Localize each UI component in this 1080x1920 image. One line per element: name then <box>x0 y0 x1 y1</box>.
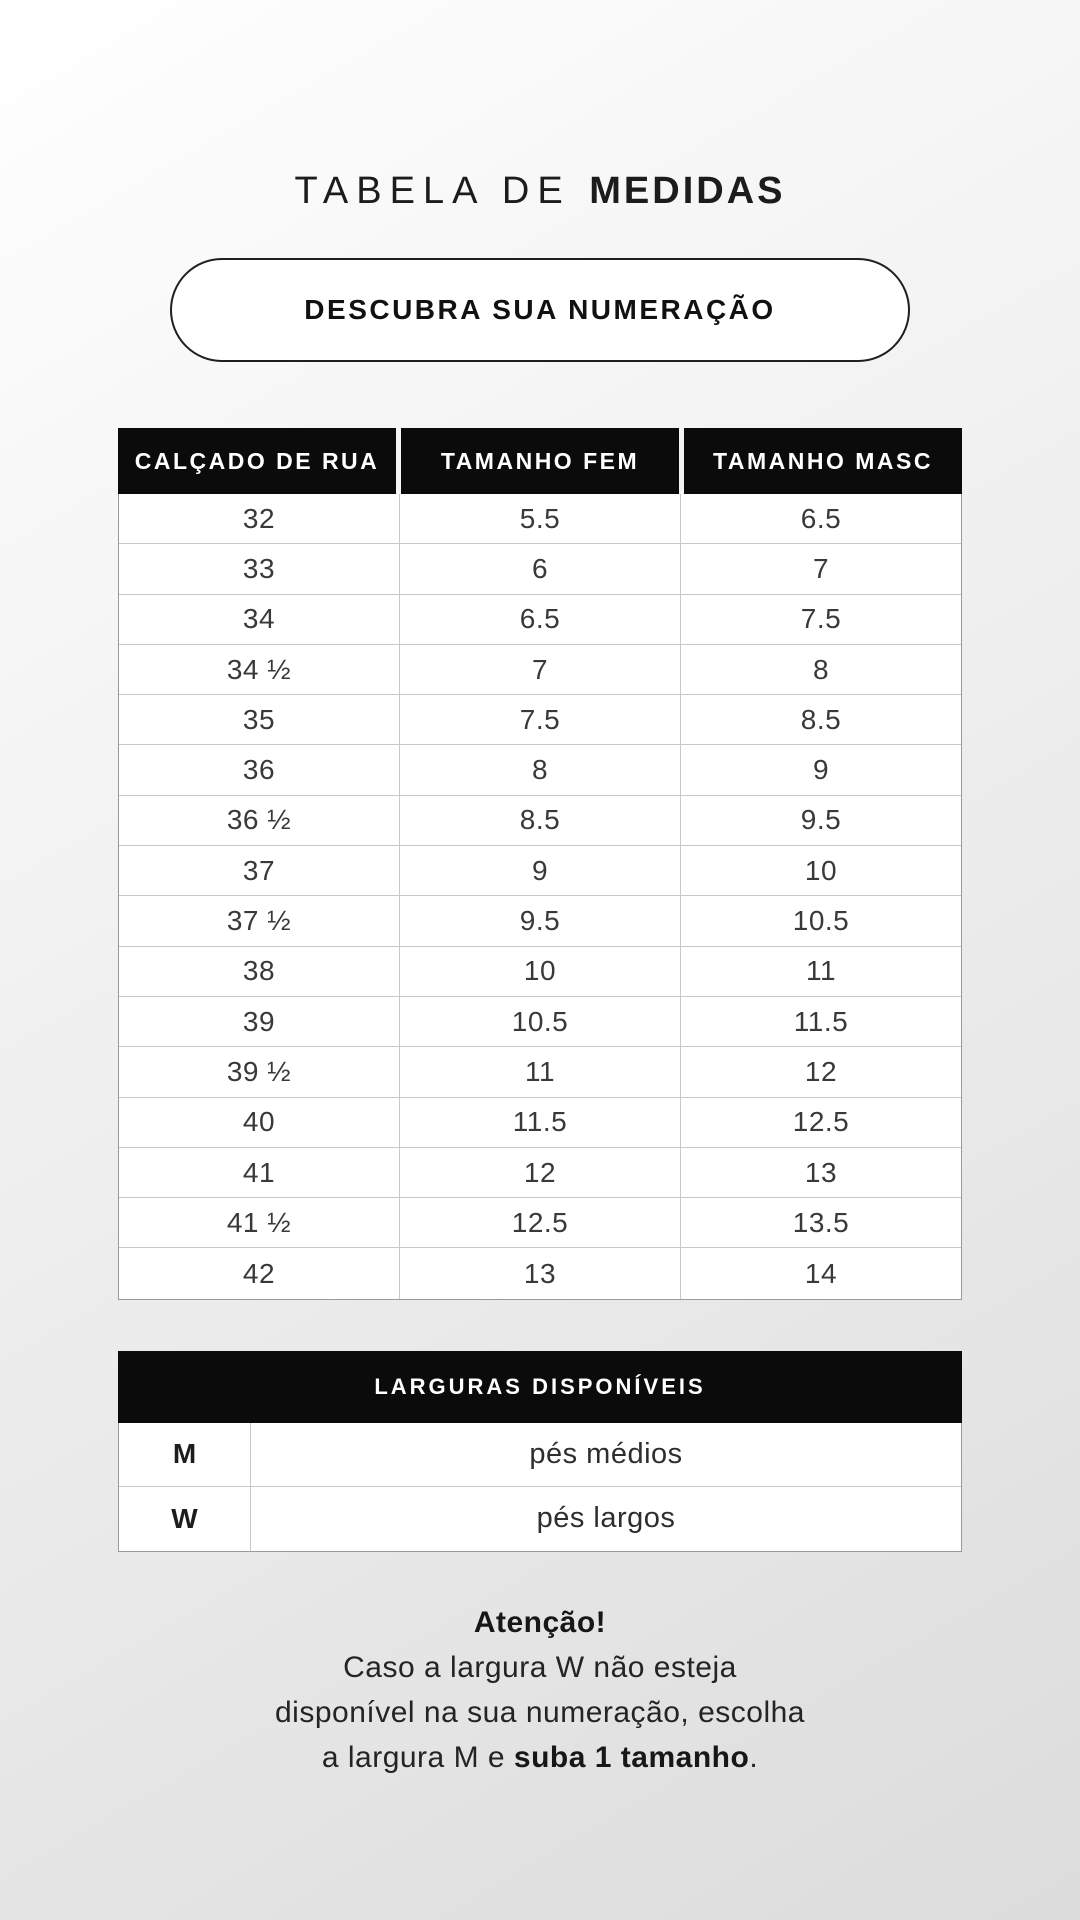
size-table-cell: 11 <box>400 1047 681 1096</box>
header-cell-women-size: TAMANHO FEM <box>401 428 679 494</box>
size-table-cell: 12 <box>804 1055 838 1087</box>
size-table-cell: 9 <box>812 754 830 786</box>
size-table-cell: 8.5 <box>800 703 842 735</box>
size-table-row <box>119 1047 961 1097</box>
size-table-row <box>119 796 961 846</box>
size-table-row <box>119 1148 961 1198</box>
size-table-cell: 12.5 <box>400 1198 681 1247</box>
size-table-row <box>119 846 961 896</box>
size-table-cell: 37 <box>119 846 400 895</box>
header-cell-men-size: TAMANHO MASC <box>684 428 962 494</box>
size-table-cell: 42 <box>119 1248 400 1298</box>
size-table-row <box>119 1098 961 1148</box>
note-title: Atenção! <box>473 1605 607 1639</box>
note-line-3-prefix: a largura M e <box>321 1740 514 1774</box>
title-bold: MEDIDAS <box>589 170 786 212</box>
size-table-cell: 32 <box>119 494 400 543</box>
widths-table-body <box>118 1423 962 1552</box>
size-table-cell: 39 <box>119 997 400 1046</box>
size-table-cell: 36 <box>119 745 400 794</box>
size-table-cell: 10 <box>400 947 681 996</box>
size-table-cell: 34 <box>119 595 400 644</box>
size-table-header-row <box>118 428 962 494</box>
size-table-body <box>118 494 962 1300</box>
size-table-cell: 13 <box>804 1156 838 1188</box>
size-table-cell: 10.5 <box>792 905 850 937</box>
size-table-cell: 8 <box>400 745 681 794</box>
size-table-cell: 10.5 <box>400 997 681 1046</box>
size-table-cell: 9.5 <box>400 896 681 945</box>
discover-size-label: DESCUBRA SUA NUMERAÇÃO <box>304 294 776 325</box>
size-table-cell: 37 ½ <box>119 896 400 945</box>
size-table-cell: 36 ½ <box>119 796 400 845</box>
size-table-cell: 7.5 <box>800 603 842 635</box>
size-table <box>118 428 962 1300</box>
note-line-3-suffix: . <box>749 1740 759 1774</box>
size-table-cell: 12 <box>400 1148 681 1197</box>
size-table-cell: 38 <box>119 947 400 996</box>
size-table-cell: 8 <box>812 653 830 685</box>
size-table-cell: 6 <box>400 544 681 593</box>
size-table-cell: 13.5 <box>792 1206 850 1238</box>
widths-table <box>118 1351 962 1552</box>
size-table-cell: 39 ½ <box>119 1047 400 1096</box>
attention-note <box>0 1600 1080 1780</box>
size-table-cell: 7 <box>812 552 830 584</box>
size-table-row <box>119 695 961 745</box>
size-table-cell: 13 <box>400 1248 681 1298</box>
size-table-cell: 12.5 <box>792 1106 850 1138</box>
size-table-row <box>119 997 961 1047</box>
size-table-cell: 7 <box>400 645 681 694</box>
size-table-row <box>119 544 961 594</box>
width-code-w: W <box>119 1487 251 1551</box>
size-table-cell: 35 <box>119 695 400 744</box>
size-table-cell: 14 <box>804 1257 838 1289</box>
note-line-2: disponível na sua numeração, escolha <box>275 1695 805 1729</box>
note-line-3 <box>0 1735 1080 1780</box>
width-label-wide: pés largos <box>536 1502 676 1535</box>
width-code-m: M <box>119 1423 251 1486</box>
title-light: TABELA DE <box>294 170 571 212</box>
discover-size-button[interactable] <box>170 258 910 362</box>
note-line-3-bold: suba 1 tamanho <box>513 1740 750 1774</box>
size-table-cell: 5.5 <box>400 494 681 543</box>
size-table-row <box>119 896 961 946</box>
width-row-wide <box>119 1487 961 1551</box>
size-table-cell: 41 <box>119 1148 400 1197</box>
size-table-row <box>119 1248 961 1298</box>
size-table-cell: 7.5 <box>400 695 681 744</box>
size-table-row <box>119 645 961 695</box>
size-table-cell: 40 <box>119 1098 400 1147</box>
size-table-cell: 6.5 <box>800 502 842 534</box>
size-table-row <box>119 1198 961 1248</box>
width-row-medium <box>119 1423 961 1487</box>
size-table-cell: 9.5 <box>800 804 842 836</box>
size-table-row <box>119 745 961 795</box>
size-table-cell: 11.5 <box>793 1005 849 1037</box>
size-table-cell: 8.5 <box>400 796 681 845</box>
note-line-1: Caso a largura W não esteja <box>343 1650 737 1684</box>
width-label-medium: pés médios <box>529 1437 683 1470</box>
size-table-cell: 6.5 <box>400 595 681 644</box>
widths-table-header: LARGURAS DISPONÍVEIS <box>118 1351 962 1423</box>
size-table-cell: 11.5 <box>400 1098 681 1147</box>
size-table-row <box>119 494 961 544</box>
size-table-cell: 41 ½ <box>119 1198 400 1247</box>
size-table-cell: 34 ½ <box>119 645 400 694</box>
size-table-cell: 11 <box>805 955 837 987</box>
size-table-row <box>119 595 961 645</box>
size-table-row <box>119 947 961 997</box>
size-table-cell: 9 <box>400 846 681 895</box>
size-table-cell: 33 <box>119 544 400 593</box>
page-title <box>0 170 1080 212</box>
header-cell-street-size: CALÇADO DE RUA <box>118 428 396 494</box>
size-table-cell: 10 <box>804 854 838 886</box>
